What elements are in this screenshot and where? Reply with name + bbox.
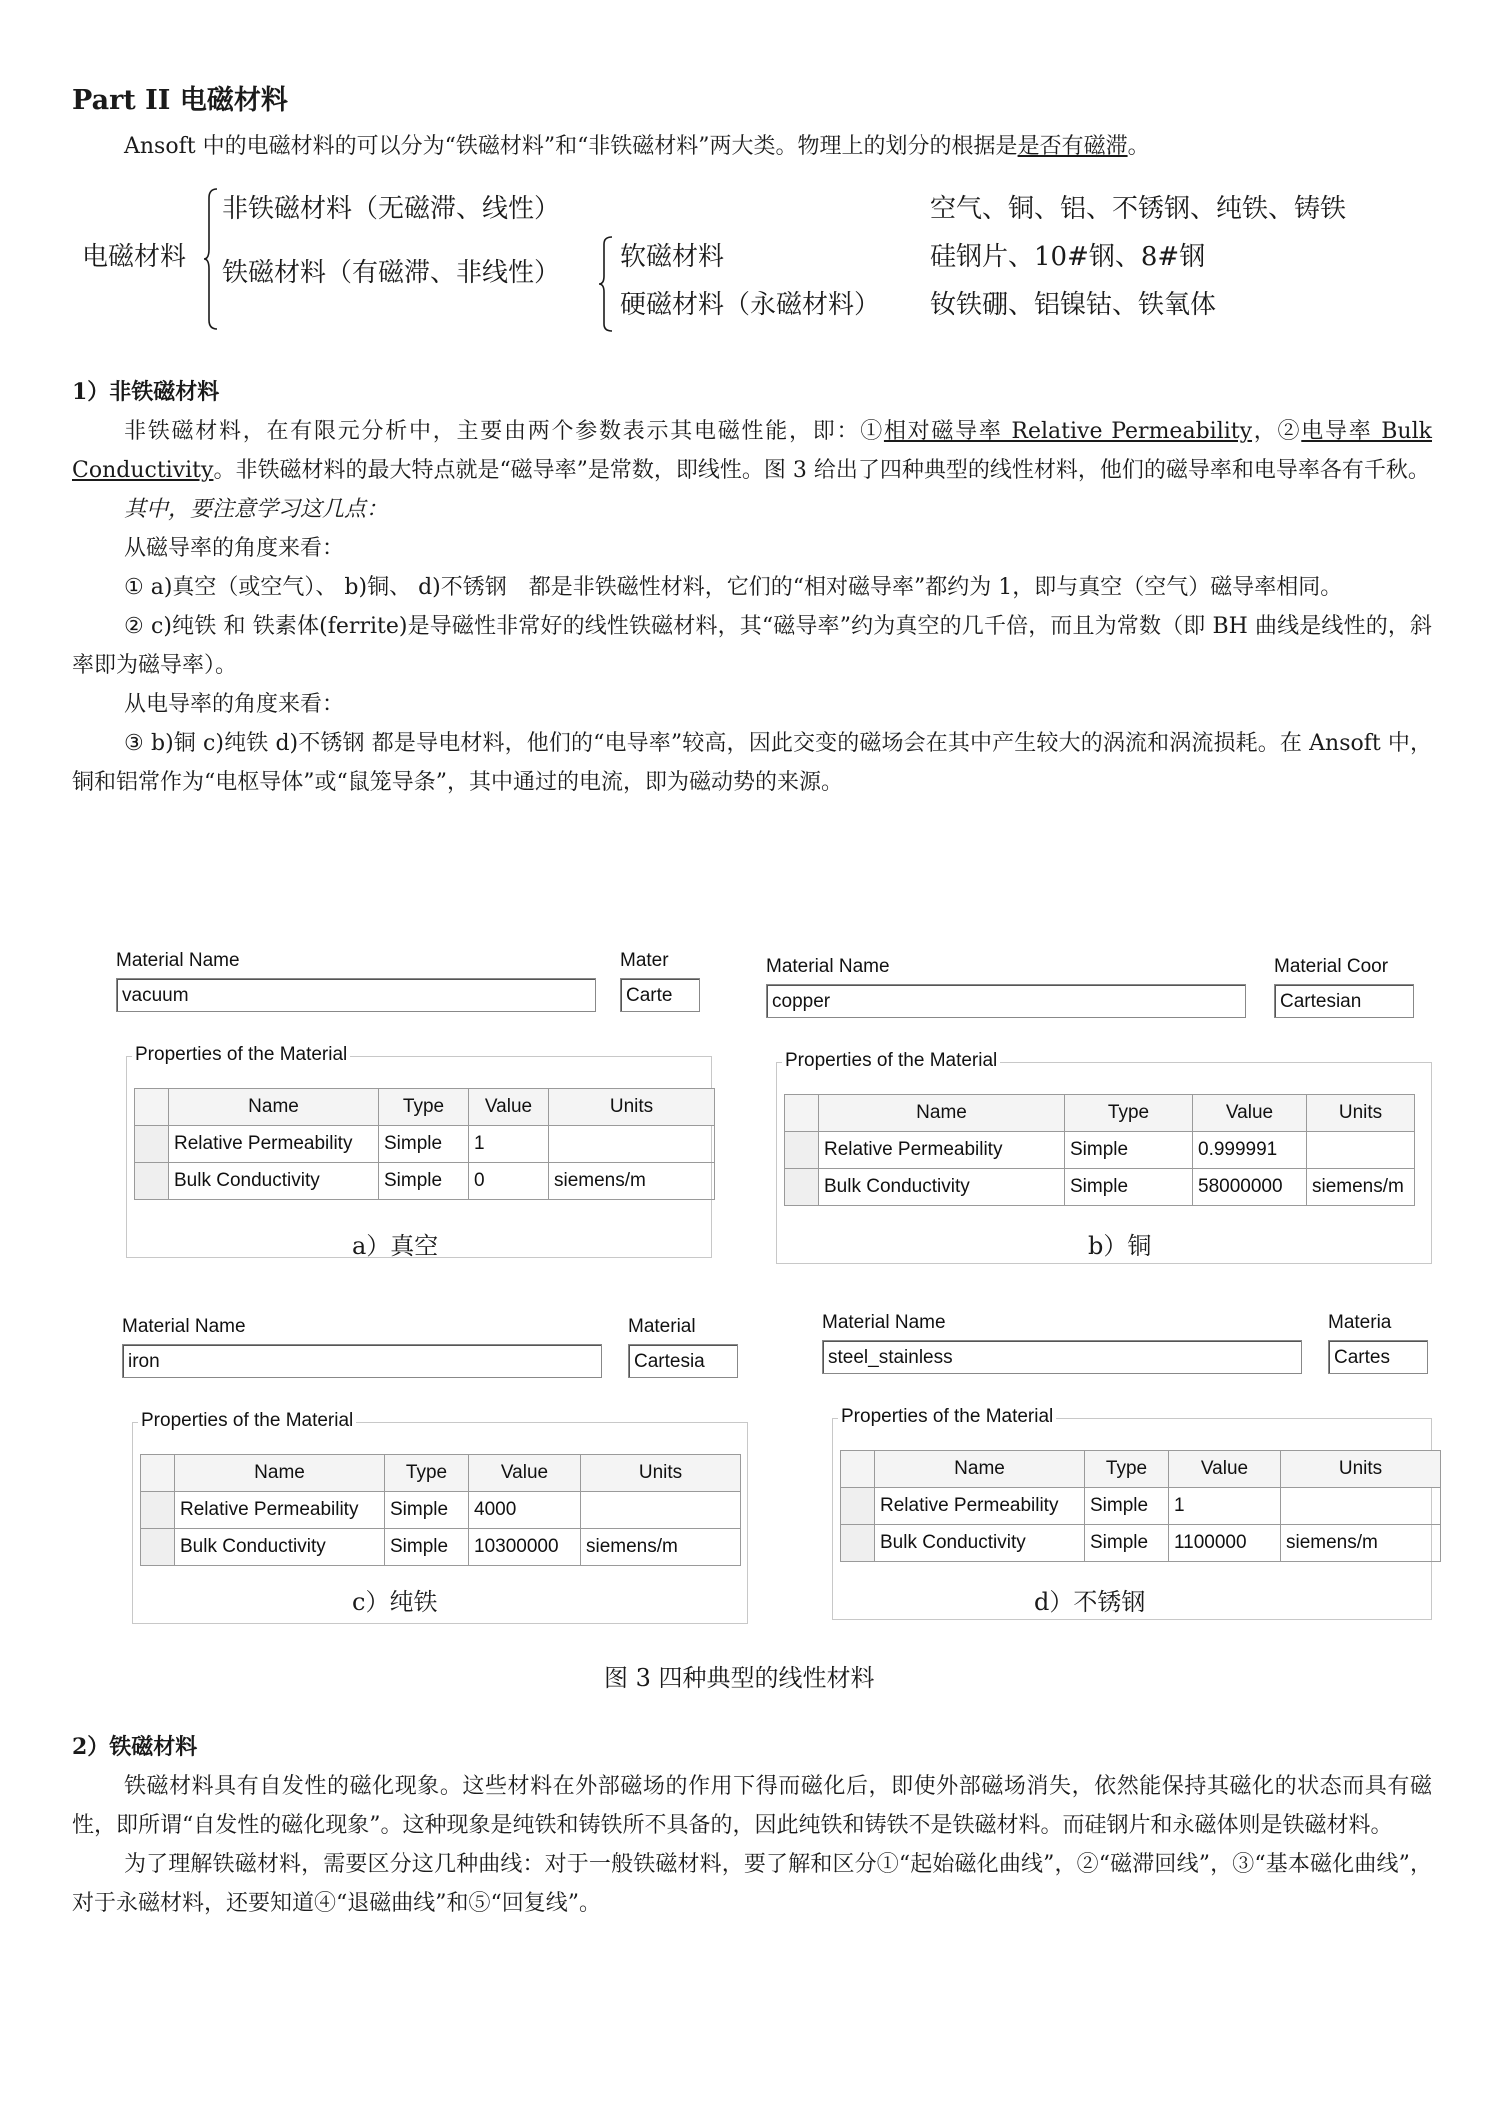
table-row[interactable] [785,1132,1415,1169]
property-value[interactable]: 0.999991 [1193,1132,1307,1169]
col-type: Type [1085,1451,1169,1488]
material-coord-field[interactable]: Cartesia [628,1344,738,1378]
material-name-field[interactable]: vacuum [116,978,596,1012]
property-value[interactable]: 58000000 [1193,1169,1307,1206]
col-type: Type [379,1089,469,1126]
row-selector[interactable] [141,1529,175,1566]
property-type[interactable]: Simple [379,1163,469,1200]
property-units [1307,1132,1415,1169]
property-name: Bulk Conductivity [175,1529,385,1566]
table-row[interactable] [841,1525,1441,1562]
col-units: Units [549,1089,715,1126]
property-name: Bulk Conductivity [875,1525,1085,1562]
property-units: siemens/m [549,1163,715,1200]
properties-title: Properties of the Material [132,1044,350,1066]
property-value[interactable]: 1100000 [1169,1525,1281,1562]
property-name: Bulk Conductivity [819,1169,1065,1206]
col-name: Name [875,1451,1085,1488]
perm-angle: 从磁导率的角度来看： [124,536,345,561]
property-name: Relative Permeability [875,1488,1085,1525]
material-classification-tree [72,180,1432,355]
property-type[interactable]: Simple [1065,1132,1193,1169]
material-name-field[interactable]: iron [122,1344,602,1378]
property-units [1281,1488,1441,1525]
material-name-label: Material Name [116,950,240,971]
tree-hard: 硬磁材料（永磁材料） [620,290,881,320]
table-header [841,1451,1441,1488]
property-name: Relative Permeability [175,1492,385,1529]
material-dialog-steel-stainless [818,1310,1392,1578]
table-row[interactable] [135,1163,715,1200]
inner-brace [599,236,613,332]
point-1: ① a)真空（或空气）、 b)铜、 d)不锈钢 都是非铁磁性材料，它们的“相对磁导率”都约为 1，即与真空（空气）磁导率相同。 [124,575,1343,600]
material-name-label: Material Name [766,956,890,977]
col-units: Units [581,1455,741,1492]
material-dialog-iron [118,1314,708,1578]
section2-paragraph-2: 为了理解铁磁材料，需要区分这几种曲线：对于一般铁磁材料，要了解和区分①“起始磁化曲线”，②“磁滞回线”，③“基本磁化曲线”，对于永磁材料，还要知道④“退磁曲线”和⑤“回复线”。 [72,1852,1432,1916]
property-units [549,1126,715,1163]
section2 [72,1728,1432,1923]
tree-soft: 软磁材料 [620,242,725,272]
caption-a: a）真空 [352,1232,439,1260]
row-selector[interactable] [785,1169,819,1206]
col-value: Value [1193,1095,1307,1132]
property-units: siemens/m [581,1529,741,1566]
tree-hard-examples: 钕铁硼、铝镍钴、铁氧体 [930,290,1217,320]
material-dialog-vacuum [112,948,672,1220]
material-dialog-copper [762,954,1404,1220]
properties-title: Properties of the Material [782,1050,1000,1072]
properties-table [840,1450,1441,1562]
property-type[interactable]: Simple [379,1126,469,1163]
property-type[interactable]: Simple [1085,1525,1169,1562]
properties-table [134,1088,715,1200]
material-name-label: Material Name [822,1312,946,1333]
table-row[interactable] [135,1126,715,1163]
section2-paragraph-1: 铁磁材料具有自发性的磁化现象。这些材料在外部磁场的作用下得而磁化后，即使外部磁场消失，依然能保持其磁化的状态而具有磁性，即所谓“自发性的磁化现象”。这种现象是纯铁和铸铁所不具备的，因此纯铁和铸铁不是铁磁材料。而硅钢片和永磁体则是铁磁材料。 [72,1774,1432,1838]
section1-heading: 1）非铁磁材料 [72,379,220,405]
material-coord-field[interactable]: Cartesian [1274,984,1414,1018]
property-type[interactable]: Simple [385,1492,469,1529]
tree-root: 电磁材料 [82,242,187,272]
property-name: Relative Permeability [169,1126,379,1163]
material-name-field[interactable]: copper [766,984,1246,1018]
table-row[interactable] [141,1529,741,1566]
col-units: Units [1281,1451,1441,1488]
material-coord-field[interactable]: Cartes [1328,1340,1428,1374]
tree-nonferro: 非铁磁材料（无磁滞、线性） [222,194,561,224]
cond-angle: 从电导率的角度来看： [124,692,345,717]
property-type[interactable]: Simple [1065,1169,1193,1206]
properties-title: Properties of the Material [138,1410,356,1432]
section1-note: 其中，要注意学习这几点： [124,497,389,522]
caption-c: c）纯铁 [352,1588,438,1616]
col-value: Value [469,1455,581,1492]
row-selector[interactable] [841,1525,875,1562]
figure-caption: 图 3 四种典型的线性材料 [604,1664,875,1692]
row-selector[interactable] [135,1163,169,1200]
material-name-field[interactable]: steel_stainless [822,1340,1302,1374]
material-coord-label: Material Coor [1274,956,1389,977]
material-coord-label: Material [628,1316,696,1337]
property-units [581,1492,741,1529]
caption-b: b）铜 [1088,1232,1152,1260]
section2-heading: 2）铁磁材料 [72,1734,198,1760]
property-value[interactable]: 0 [469,1163,549,1200]
row-selector[interactable] [785,1132,819,1169]
col-name: Name [175,1455,385,1492]
table-header [141,1455,741,1492]
property-value[interactable]: 10300000 [469,1529,581,1566]
properties-table [784,1094,1415,1206]
property-type[interactable]: Simple [1085,1488,1169,1525]
property-units: siemens/m [1307,1169,1415,1206]
property-units: siemens/m [1281,1525,1441,1562]
table-row[interactable] [785,1169,1415,1206]
table-header [135,1089,715,1126]
tree-nonferro-examples: 空气、铜、铝、不锈钢、纯铁、铸铁 [930,194,1347,224]
tree-soft-examples: 硅钢片、10#钢、8#钢 [930,242,1206,272]
outer-brace [204,188,218,330]
col-name: Name [819,1095,1065,1132]
col-name: Name [169,1089,379,1126]
property-value[interactable]: 4000 [469,1492,581,1529]
intro-paragraph: Ansoft 中的电磁材料的可以分为“铁磁材料”和“非铁磁材料”两大类。物理上的划分的根据是是否有磁滞。 [124,134,1150,159]
properties-table [140,1454,741,1566]
material-coord-label: Mater [620,950,669,971]
tree-ferro: 铁磁材料（有磁滞、非线性） [222,258,561,288]
material-coord-field[interactable]: Carte [620,978,700,1012]
row-selector[interactable] [141,1492,175,1529]
material-coord-label: Materia [1328,1312,1392,1333]
row-selector[interactable] [135,1126,169,1163]
point-3: ③ b)铜 c)纯铁 d)不锈钢 都是导电材料，他们的“电导率”较高，因此交变的磁场会在其中产生较大的涡流和涡流损耗。在 Ansoft 中，铜和铝常作为“电枢导体”或“鼠笼导条”，其中通过的电流，即为磁动势的来源。 [72,731,1432,795]
caption-d: d）不锈钢 [1034,1588,1146,1616]
table-row[interactable] [141,1492,741,1529]
property-name: Relative Permeability [819,1132,1065,1169]
col-type: Type [1065,1095,1193,1132]
row-selector[interactable] [841,1488,875,1525]
point-2: ② c)纯铁 和 铁素体(ferrite)是导磁性非常好的线性铁磁材料，其“磁导率”约为真空的几千倍，而且为常数（即 BH 曲线是线性的，斜率即为磁导率）。 [72,614,1432,678]
properties-title: Properties of the Material [838,1406,1056,1428]
material-name-label: Material Name [122,1316,246,1337]
part-title: Part II 电磁材料 [72,85,288,116]
table-row[interactable] [841,1488,1441,1525]
col-type: Type [385,1455,469,1492]
document-page [72,78,1432,802]
table-header [785,1095,1415,1132]
property-name: Bulk Conductivity [169,1163,379,1200]
property-type[interactable]: Simple [385,1529,469,1566]
col-units: Units [1307,1095,1415,1132]
col-value: Value [469,1089,549,1126]
property-value[interactable]: 1 [469,1126,549,1163]
col-value: Value [1169,1451,1281,1488]
property-value[interactable]: 1 [1169,1488,1281,1525]
section1-paragraph: 非铁磁材料，在有限元分析中，主要由两个参数表示其电磁性能，即：①相对磁导率 Relative Permeability，②电导率 Bulk Conductivity。非铁磁材料的最大特点就是“磁导率”是常数，即线性。图 3 给出了四种典型的线性材料，他们的磁导率和电导率各有千秋。 [72,419,1432,483]
